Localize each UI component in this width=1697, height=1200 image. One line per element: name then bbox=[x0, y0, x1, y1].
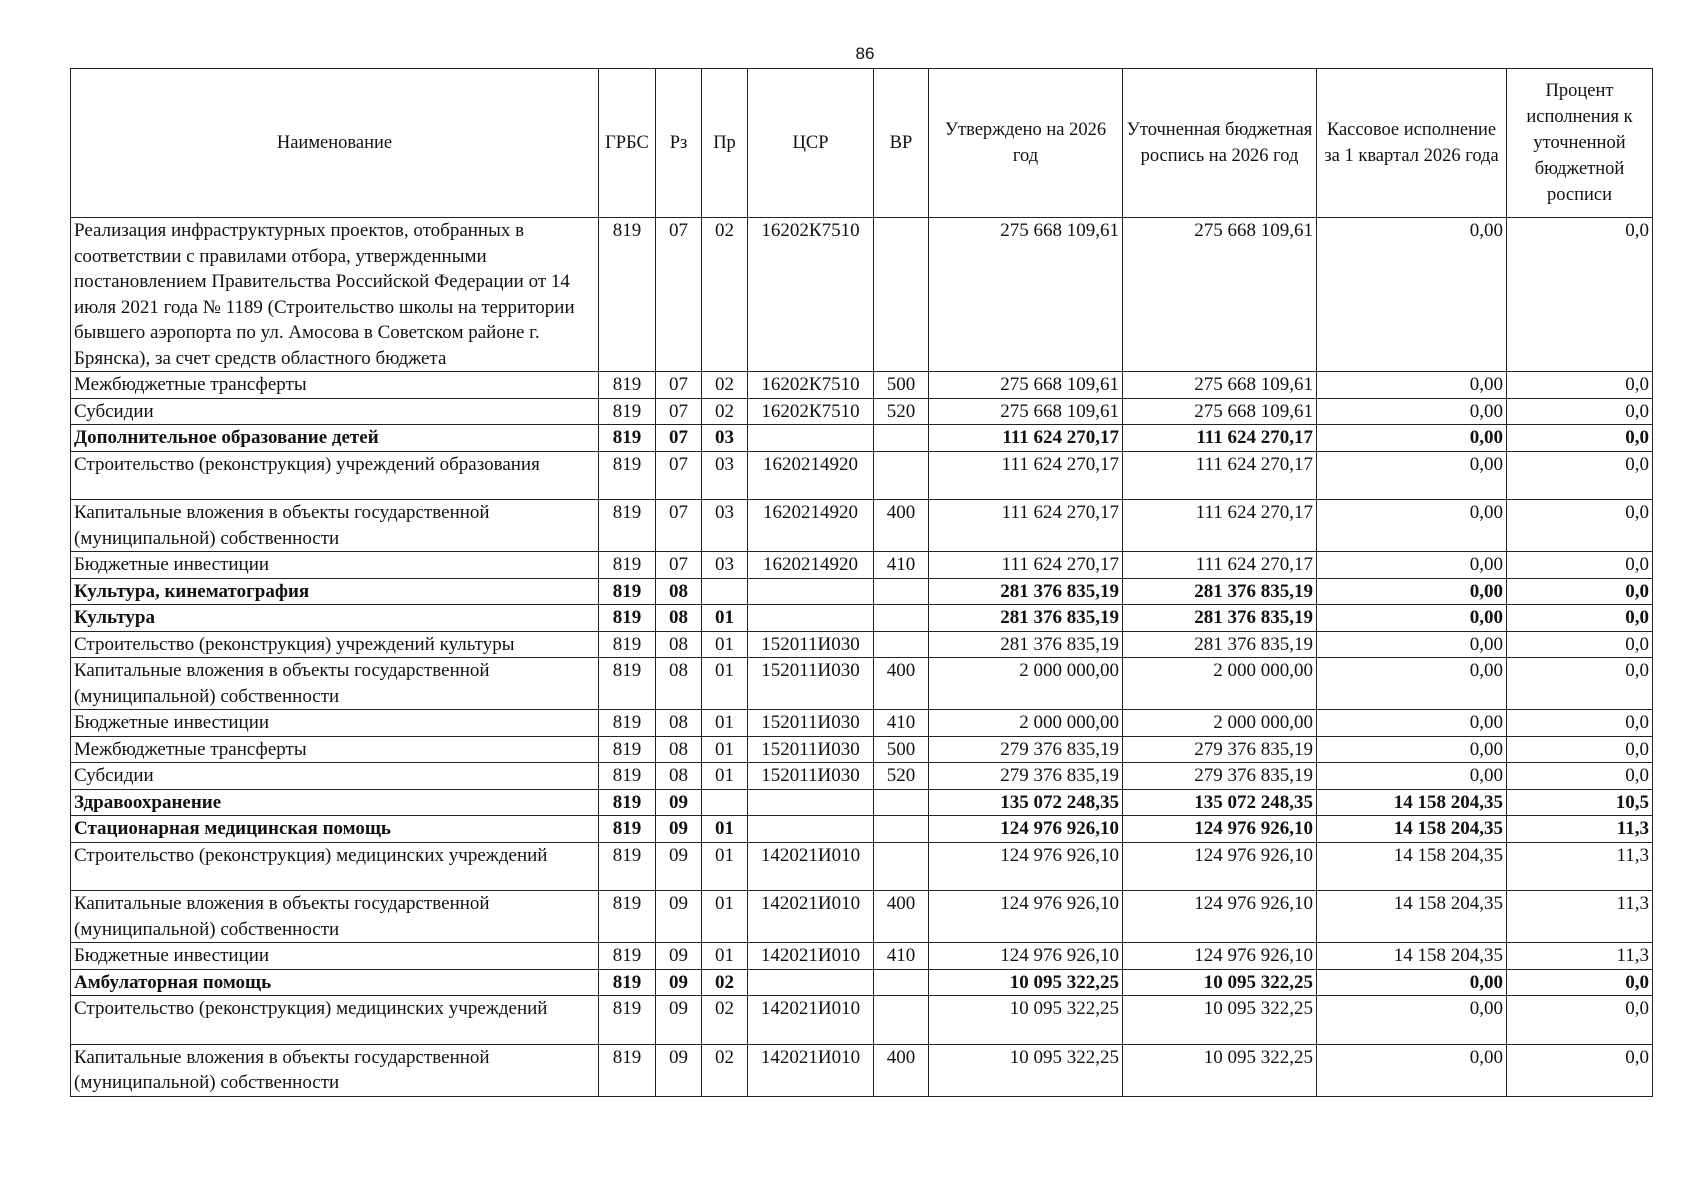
cell-refined: 10 095 322,25 bbox=[1123, 996, 1317, 1045]
cell-grbs: 819 bbox=[599, 842, 656, 891]
table-row bbox=[71, 372, 1653, 399]
cell-approved: 281 376 835,19 bbox=[929, 605, 1123, 632]
cell-name: Межбюджетные трансферты bbox=[71, 736, 599, 763]
cell-approved: 111 624 270,17 bbox=[929, 425, 1123, 452]
cell-cash: 0,00 bbox=[1317, 451, 1507, 500]
table-row bbox=[71, 631, 1653, 658]
header-grbs: ГРБС bbox=[599, 69, 656, 218]
cell-name: Культура, кинематография bbox=[71, 578, 599, 605]
cell-csr: 152011И030 bbox=[748, 658, 874, 710]
page-number: 86 bbox=[855, 44, 875, 63]
cell-csr bbox=[748, 969, 874, 996]
cell-csr: 16202К7510 bbox=[748, 398, 874, 425]
cell-pr: 02 bbox=[702, 1044, 748, 1096]
cell-grbs: 819 bbox=[599, 578, 656, 605]
table-header-row bbox=[71, 69, 1653, 218]
table-row bbox=[71, 1044, 1653, 1096]
cell-grbs: 819 bbox=[599, 789, 656, 816]
cell-refined: 124 976 926,10 bbox=[1123, 943, 1317, 970]
cell-refined: 275 668 109,61 bbox=[1123, 372, 1317, 399]
cell-csr: 1620214920 bbox=[748, 451, 874, 500]
cell-vr: 410 bbox=[874, 710, 929, 737]
cell-name: Здравоохранение bbox=[71, 789, 599, 816]
cell-rz: 07 bbox=[656, 500, 702, 552]
table-row bbox=[71, 552, 1653, 579]
cell-name: Дополнительное образование детей bbox=[71, 425, 599, 452]
cell-rz: 07 bbox=[656, 398, 702, 425]
cell-approved: 279 376 835,19 bbox=[929, 736, 1123, 763]
cell-grbs: 819 bbox=[599, 763, 656, 790]
cell-percent: 0,0 bbox=[1507, 996, 1653, 1045]
cell-name: Бюджетные инвестиции bbox=[71, 943, 599, 970]
cell-cash: 0,00 bbox=[1317, 605, 1507, 632]
cell-refined: 111 624 270,17 bbox=[1123, 500, 1317, 552]
cell-refined: 10 095 322,25 bbox=[1123, 1044, 1317, 1096]
cell-csr: 152011И030 bbox=[748, 763, 874, 790]
cell-grbs: 819 bbox=[599, 816, 656, 843]
header-csr: ЦСР bbox=[748, 69, 874, 218]
cell-pr bbox=[702, 789, 748, 816]
header-cash: Кассовое исполнение за 1 квартал 2026 года bbox=[1317, 69, 1507, 218]
cell-vr: 500 bbox=[874, 736, 929, 763]
cell-refined: 279 376 835,19 bbox=[1123, 736, 1317, 763]
cell-refined: 111 624 270,17 bbox=[1123, 552, 1317, 579]
cell-percent: 0,0 bbox=[1507, 500, 1653, 552]
cell-refined: 124 976 926,10 bbox=[1123, 816, 1317, 843]
cell-approved: 135 072 248,35 bbox=[929, 789, 1123, 816]
cell-cash: 14 158 204,35 bbox=[1317, 891, 1507, 943]
cell-name: Строительство (реконструкция) учреждений культуры bbox=[71, 631, 599, 658]
table-row bbox=[71, 789, 1653, 816]
cell-cash: 0,00 bbox=[1317, 398, 1507, 425]
cell-cash: 14 158 204,35 bbox=[1317, 789, 1507, 816]
cell-grbs: 819 bbox=[599, 1044, 656, 1096]
cell-percent: 0,0 bbox=[1507, 631, 1653, 658]
cell-percent: 0,0 bbox=[1507, 736, 1653, 763]
cell-vr bbox=[874, 816, 929, 843]
cell-pr: 03 bbox=[702, 500, 748, 552]
table-row bbox=[71, 891, 1653, 943]
cell-refined: 135 072 248,35 bbox=[1123, 789, 1317, 816]
table-row bbox=[71, 451, 1653, 500]
cell-csr: 152011И030 bbox=[748, 631, 874, 658]
cell-csr bbox=[748, 578, 874, 605]
cell-grbs: 819 bbox=[599, 943, 656, 970]
cell-vr bbox=[874, 631, 929, 658]
table-row bbox=[71, 816, 1653, 843]
cell-rz: 09 bbox=[656, 1044, 702, 1096]
cell-percent: 11,3 bbox=[1507, 943, 1653, 970]
cell-csr: 142021И010 bbox=[748, 943, 874, 970]
cell-vr bbox=[874, 218, 929, 372]
header-approved: Утверждено на 2026 год bbox=[929, 69, 1123, 218]
header-pr: Пр bbox=[702, 69, 748, 218]
cell-grbs: 819 bbox=[599, 736, 656, 763]
cell-vr: 400 bbox=[874, 658, 929, 710]
cell-approved: 275 668 109,61 bbox=[929, 398, 1123, 425]
cell-percent: 0,0 bbox=[1507, 1044, 1653, 1096]
cell-name: Строительство (реконструкция) медицинских учреждений bbox=[71, 996, 599, 1045]
cell-cash: 0,00 bbox=[1317, 631, 1507, 658]
cell-name: Стационарная медицинская помощь bbox=[71, 816, 599, 843]
cell-csr bbox=[748, 816, 874, 843]
cell-cash: 0,00 bbox=[1317, 578, 1507, 605]
header-percent: Процент исполнения к уточненной бюджетной росписи bbox=[1507, 69, 1653, 218]
header-name: Наименование bbox=[71, 69, 599, 218]
cell-cash: 0,00 bbox=[1317, 763, 1507, 790]
cell-rz: 09 bbox=[656, 969, 702, 996]
cell-approved: 124 976 926,10 bbox=[929, 842, 1123, 891]
cell-vr: 410 bbox=[874, 552, 929, 579]
cell-rz: 07 bbox=[656, 372, 702, 399]
cell-percent: 0,0 bbox=[1507, 710, 1653, 737]
header-vr: ВР bbox=[874, 69, 929, 218]
cell-cash: 0,00 bbox=[1317, 710, 1507, 737]
cell-rz: 09 bbox=[656, 996, 702, 1045]
cell-rz: 08 bbox=[656, 763, 702, 790]
cell-approved: 279 376 835,19 bbox=[929, 763, 1123, 790]
cell-refined: 124 976 926,10 bbox=[1123, 842, 1317, 891]
cell-percent: 0,0 bbox=[1507, 605, 1653, 632]
cell-percent: 0,0 bbox=[1507, 578, 1653, 605]
table-row bbox=[71, 763, 1653, 790]
cell-name: Капитальные вложения в объекты государственной (муниципальной) собственности bbox=[71, 891, 599, 943]
cell-vr bbox=[874, 969, 929, 996]
cell-cash: 14 158 204,35 bbox=[1317, 943, 1507, 970]
cell-csr: 142021И010 bbox=[748, 996, 874, 1045]
cell-cash: 0,00 bbox=[1317, 736, 1507, 763]
cell-name: Амбулаторная помощь bbox=[71, 969, 599, 996]
cell-pr: 02 bbox=[702, 218, 748, 372]
cell-refined: 111 624 270,17 bbox=[1123, 425, 1317, 452]
cell-vr bbox=[874, 789, 929, 816]
cell-pr: 03 bbox=[702, 425, 748, 452]
cell-name: Строительство (реконструкция) медицинских учреждений bbox=[71, 842, 599, 891]
table-row bbox=[71, 996, 1653, 1045]
cell-grbs: 819 bbox=[599, 451, 656, 500]
table-body bbox=[71, 218, 1653, 1097]
cell-csr: 1620214920 bbox=[748, 500, 874, 552]
cell-rz: 08 bbox=[656, 605, 702, 632]
table-row bbox=[71, 218, 1653, 372]
cell-pr bbox=[702, 578, 748, 605]
cell-refined: 275 668 109,61 bbox=[1123, 218, 1317, 372]
cell-cash: 0,00 bbox=[1317, 969, 1507, 996]
cell-pr: 02 bbox=[702, 398, 748, 425]
cell-pr: 02 bbox=[702, 372, 748, 399]
cell-name: Субсидии bbox=[71, 763, 599, 790]
cell-pr: 03 bbox=[702, 451, 748, 500]
cell-csr bbox=[748, 789, 874, 816]
table-row bbox=[71, 500, 1653, 552]
table-row bbox=[71, 658, 1653, 710]
cell-vr bbox=[874, 578, 929, 605]
cell-cash: 14 158 204,35 bbox=[1317, 816, 1507, 843]
cell-grbs: 819 bbox=[599, 398, 656, 425]
cell-vr: 500 bbox=[874, 372, 929, 399]
cell-approved: 275 668 109,61 bbox=[929, 372, 1123, 399]
cell-name: Капитальные вложения в объекты государственной (муниципальной) собственности bbox=[71, 500, 599, 552]
cell-grbs: 819 bbox=[599, 658, 656, 710]
cell-cash: 0,00 bbox=[1317, 218, 1507, 372]
cell-pr: 01 bbox=[702, 763, 748, 790]
cell-approved: 281 376 835,19 bbox=[929, 578, 1123, 605]
cell-grbs: 819 bbox=[599, 605, 656, 632]
cell-refined: 2 000 000,00 bbox=[1123, 658, 1317, 710]
cell-percent: 11,3 bbox=[1507, 891, 1653, 943]
cell-pr: 01 bbox=[702, 891, 748, 943]
cell-pr: 01 bbox=[702, 943, 748, 970]
cell-grbs: 819 bbox=[599, 218, 656, 372]
table-row bbox=[71, 710, 1653, 737]
cell-rz: 08 bbox=[656, 578, 702, 605]
cell-approved: 275 668 109,61 bbox=[929, 218, 1123, 372]
cell-pr: 01 bbox=[702, 842, 748, 891]
cell-grbs: 819 bbox=[599, 710, 656, 737]
cell-rz: 07 bbox=[656, 425, 702, 452]
header-rz: Рз bbox=[656, 69, 702, 218]
cell-csr: 142021И010 bbox=[748, 1044, 874, 1096]
table-row bbox=[71, 425, 1653, 452]
cell-grbs: 819 bbox=[599, 969, 656, 996]
cell-pr: 01 bbox=[702, 605, 748, 632]
cell-rz: 09 bbox=[656, 891, 702, 943]
cell-pr: 01 bbox=[702, 631, 748, 658]
budget-table bbox=[70, 68, 1653, 1097]
cell-vr bbox=[874, 842, 929, 891]
cell-approved: 111 624 270,17 bbox=[929, 500, 1123, 552]
cell-grbs: 819 bbox=[599, 552, 656, 579]
cell-refined: 275 668 109,61 bbox=[1123, 398, 1317, 425]
cell-refined: 2 000 000,00 bbox=[1123, 710, 1317, 737]
cell-percent: 10,5 bbox=[1507, 789, 1653, 816]
cell-vr bbox=[874, 451, 929, 500]
cell-csr: 16202К7510 bbox=[748, 218, 874, 372]
cell-rz: 07 bbox=[656, 451, 702, 500]
cell-approved: 111 624 270,17 bbox=[929, 552, 1123, 579]
cell-vr bbox=[874, 425, 929, 452]
cell-rz: 07 bbox=[656, 218, 702, 372]
cell-approved: 2 000 000,00 bbox=[929, 658, 1123, 710]
table-row bbox=[71, 842, 1653, 891]
cell-approved: 281 376 835,19 bbox=[929, 631, 1123, 658]
cell-csr: 142021И010 bbox=[748, 842, 874, 891]
cell-refined: 281 376 835,19 bbox=[1123, 578, 1317, 605]
cell-csr: 152011И030 bbox=[748, 710, 874, 737]
cell-name: Бюджетные инвестиции bbox=[71, 552, 599, 579]
table-row bbox=[71, 736, 1653, 763]
cell-csr: 16202К7510 bbox=[748, 372, 874, 399]
cell-name: Субсидии bbox=[71, 398, 599, 425]
cell-pr: 01 bbox=[702, 658, 748, 710]
cell-rz: 09 bbox=[656, 816, 702, 843]
cell-rz: 08 bbox=[656, 631, 702, 658]
table-row bbox=[71, 605, 1653, 632]
cell-rz: 09 bbox=[656, 943, 702, 970]
cell-name: Бюджетные инвестиции bbox=[71, 710, 599, 737]
cell-name: Капитальные вложения в объекты государственной (муниципальной) собственности bbox=[71, 1044, 599, 1096]
cell-csr: 1620214920 bbox=[748, 552, 874, 579]
cell-vr: 400 bbox=[874, 1044, 929, 1096]
cell-name: Капитальные вложения в объекты государственной (муниципальной) собственности bbox=[71, 658, 599, 710]
cell-percent: 0,0 bbox=[1507, 451, 1653, 500]
cell-percent: 0,0 bbox=[1507, 372, 1653, 399]
cell-cash: 0,00 bbox=[1317, 1044, 1507, 1096]
cell-approved: 124 976 926,10 bbox=[929, 943, 1123, 970]
cell-percent: 0,0 bbox=[1507, 398, 1653, 425]
cell-cash: 0,00 bbox=[1317, 658, 1507, 710]
cell-vr bbox=[874, 996, 929, 1045]
cell-approved: 111 624 270,17 bbox=[929, 451, 1123, 500]
cell-csr bbox=[748, 425, 874, 452]
cell-pr: 01 bbox=[702, 816, 748, 843]
cell-pr: 02 bbox=[702, 969, 748, 996]
cell-grbs: 819 bbox=[599, 425, 656, 452]
cell-rz: 08 bbox=[656, 658, 702, 710]
cell-refined: 279 376 835,19 bbox=[1123, 763, 1317, 790]
cell-cash: 0,00 bbox=[1317, 996, 1507, 1045]
cell-approved: 10 095 322,25 bbox=[929, 996, 1123, 1045]
cell-name: Культура bbox=[71, 605, 599, 632]
cell-grbs: 819 bbox=[599, 500, 656, 552]
cell-grbs: 819 bbox=[599, 631, 656, 658]
cell-approved: 124 976 926,10 bbox=[929, 816, 1123, 843]
table-row bbox=[71, 969, 1653, 996]
cell-pr: 01 bbox=[702, 710, 748, 737]
cell-refined: 111 624 270,17 bbox=[1123, 451, 1317, 500]
cell-percent: 11,3 bbox=[1507, 816, 1653, 843]
cell-grbs: 819 bbox=[599, 996, 656, 1045]
cell-cash: 0,00 bbox=[1317, 552, 1507, 579]
cell-refined: 281 376 835,19 bbox=[1123, 631, 1317, 658]
cell-refined: 124 976 926,10 bbox=[1123, 891, 1317, 943]
table-row bbox=[71, 943, 1653, 970]
cell-approved: 2 000 000,00 bbox=[929, 710, 1123, 737]
cell-approved: 124 976 926,10 bbox=[929, 891, 1123, 943]
cell-vr: 410 bbox=[874, 943, 929, 970]
cell-rz: 07 bbox=[656, 552, 702, 579]
cell-rz: 09 bbox=[656, 789, 702, 816]
cell-rz: 08 bbox=[656, 710, 702, 737]
cell-csr bbox=[748, 605, 874, 632]
cell-name: Реализация инфраструктурных проектов, отобранных в соответствии с правилами отбора, утвержденными постановлением Правительства Российской Федерации от 14 июля 2021 года № 1189 (Строительство школы на территории бывшего аэропорта по ул. Амосова в Советском районе г. Брянска), за счет средств областного бюджета bbox=[71, 218, 599, 372]
cell-grbs: 819 bbox=[599, 372, 656, 399]
cell-rz: 08 bbox=[656, 736, 702, 763]
cell-pr: 01 bbox=[702, 736, 748, 763]
cell-csr: 152011И030 bbox=[748, 736, 874, 763]
cell-vr: 400 bbox=[874, 500, 929, 552]
cell-vr: 520 bbox=[874, 763, 929, 790]
cell-rz: 09 bbox=[656, 842, 702, 891]
cell-percent: 0,0 bbox=[1507, 763, 1653, 790]
header-refined: Уточненная бюджетная роспись на 2026 год bbox=[1123, 69, 1317, 218]
cell-vr: 400 bbox=[874, 891, 929, 943]
cell-percent: 0,0 bbox=[1507, 969, 1653, 996]
cell-vr: 520 bbox=[874, 398, 929, 425]
cell-cash: 0,00 bbox=[1317, 372, 1507, 399]
cell-name: Строительство (реконструкция) учреждений образования bbox=[71, 451, 599, 500]
cell-csr: 142021И010 bbox=[748, 891, 874, 943]
cell-percent: 0,0 bbox=[1507, 658, 1653, 710]
cell-cash: 0,00 bbox=[1317, 425, 1507, 452]
cell-refined: 281 376 835,19 bbox=[1123, 605, 1317, 632]
cell-approved: 10 095 322,25 bbox=[929, 969, 1123, 996]
cell-grbs: 819 bbox=[599, 891, 656, 943]
cell-percent: 0,0 bbox=[1507, 425, 1653, 452]
cell-percent: 0,0 bbox=[1507, 218, 1653, 372]
cell-cash: 14 158 204,35 bbox=[1317, 842, 1507, 891]
cell-approved: 10 095 322,25 bbox=[929, 1044, 1123, 1096]
table-row bbox=[71, 578, 1653, 605]
table-row bbox=[71, 398, 1653, 425]
cell-name: Межбюджетные трансферты bbox=[71, 372, 599, 399]
cell-refined: 10 095 322,25 bbox=[1123, 969, 1317, 996]
cell-percent: 11,3 bbox=[1507, 842, 1653, 891]
cell-vr bbox=[874, 605, 929, 632]
cell-pr: 03 bbox=[702, 552, 748, 579]
cell-pr: 02 bbox=[702, 996, 748, 1045]
cell-percent: 0,0 bbox=[1507, 552, 1653, 579]
cell-cash: 0,00 bbox=[1317, 500, 1507, 552]
